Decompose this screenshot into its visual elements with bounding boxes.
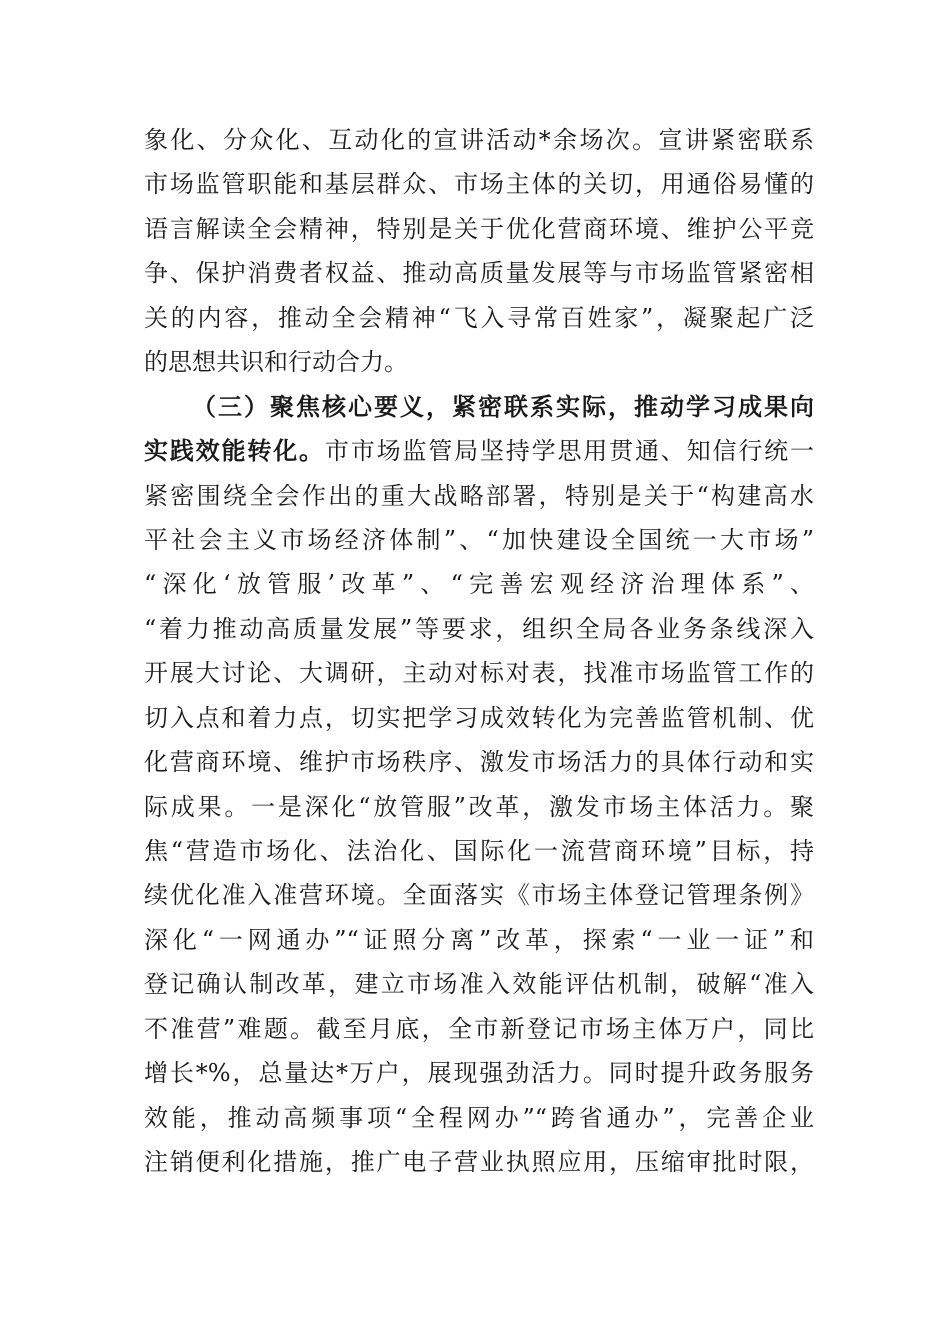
text-line: 续优化准入准营环境。全面落实《市场主体登记管理条例》 [144,881,814,910]
text-line: 紧密围绕全会作出的重大战略部署，特别是关于“构建高水 [144,481,814,510]
text-line: 不准营”难题。截至月底，全市新登记市场主体万户，同比 [144,1014,814,1043]
body-text [144,118,814,1185]
text-line: 语言解读全会精神，特别是关于优化营商环境、维护公平竞 [144,214,814,243]
text-line: 化营商环境、维护市场秩序、激发市场活力的具体行动和实 [144,748,814,777]
text-line: 争、保护消费者权益、推动高质量发展等与市场监管紧密相 [144,259,814,288]
text-line-mixed [144,429,814,473]
text-line: 焦“营造市场化、法治化、国际化一流营商环境”目标，持 [144,837,814,865]
text-line: 市场监管职能和基层群众、市场主体的关切，用通俗易懂的 [144,170,814,199]
text-line: 的思想共识和行动合力。 [144,348,408,377]
paragraph-start: 市市场监管局坚持学思用贯通、知信行统一 [324,437,814,466]
text-line: 开展大讨论、大调研，主动对标对表，找准市场监管工作的 [144,659,814,688]
section-heading-end: 实践效能转化。 [144,436,325,466]
text-line: 注销便利化措施，推广电子营业执照应用，压缩审批时限， [144,1148,814,1177]
text-line: 登记确认制改革，建立市场准入效能评估机制，破解“准入 [144,970,814,999]
text-line: 增长*%，总量达*万户，展现强劲活力。同时提升政务服务 [144,1059,814,1088]
text-line: 平社会主义市场经济体制”、“加快建设全国统一大市场” [144,525,814,554]
text-line: 深化“一网通办”“证照分离”改革，探索“一业一证”和 [144,925,814,954]
text-line: “着力推动高质量发展”等要求，组织全局各业务条线深入 [144,614,814,643]
text-line: “深化‘放管服’改革”、“完善宏观经济治理体系”、 [144,570,814,599]
text-line: 效能，推动高频事项“全程网办”“跨省通办”，完善企业 [144,1103,814,1132]
section-heading: （三）聚焦核心要义，紧密联系实际，推动学习成果向 [192,391,814,421]
text-line: 切入点和着力点，切实把学习成效转化为完善监管机制、优 [144,703,814,732]
text-line: 象化、分众化、互动化的宣讲活动*余场次。宣讲紧密联系 [144,126,814,154]
text-line: 际成果。一是深化“放管服”改革，激发市场主体活力。聚 [144,792,814,821]
text-line: 关的内容，推动全会精神“飞入寻常百姓家”，凝聚起广泛 [144,303,814,332]
